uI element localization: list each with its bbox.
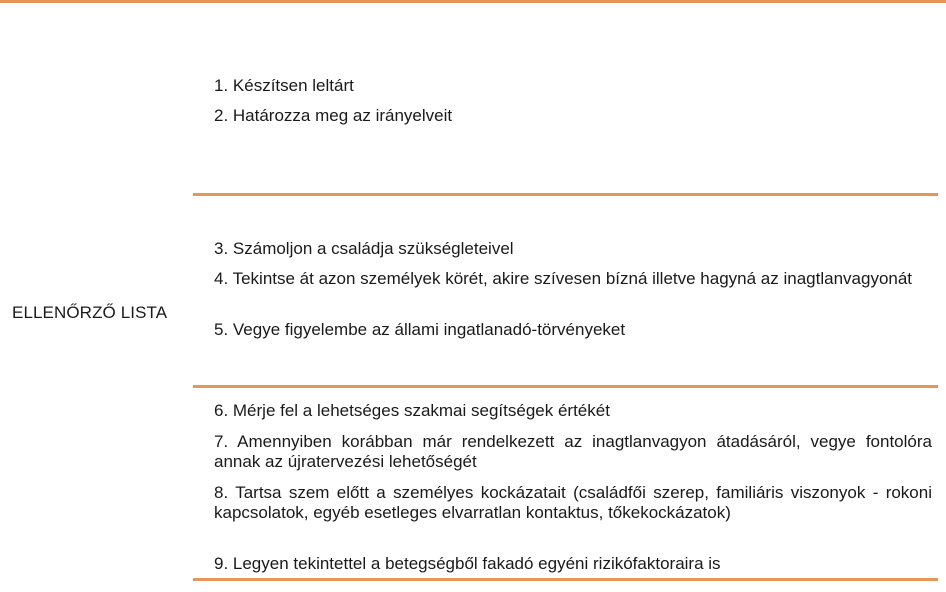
section-divider-2 xyxy=(193,385,938,388)
checklist-item-5: 5. Vegye figyelembe az állami ingatlanadó-törvényeket xyxy=(214,320,626,339)
section-divider-1 xyxy=(193,193,938,196)
checklist-item-8: 8. Tartsa szem előtt a személyes kockázatait (családfői szerep, familiáris viszonyok - rokoni kapcsolatok, egyéb esetleges elvarratlan kontaktus, tőkekockázatok) xyxy=(214,483,932,522)
checklist-item-1: 1. Készítsen leltárt xyxy=(214,76,354,95)
checklist-item-3: 3. Számoljon a családja szükségleteivel xyxy=(214,239,514,258)
checklist-item-2: 2. Határozza meg az irányelveit xyxy=(214,106,453,125)
checklist-item-6: 6. Mérje fel a lehetséges szakmai segítségek értékét xyxy=(214,401,610,420)
checklist-item-9: 9. Legyen tekintettel a betegségből fakadó egyéni rizikófaktoraira is xyxy=(214,554,721,573)
checklist-title: ELLENŐRZŐ LISTA xyxy=(12,303,168,322)
top-divider xyxy=(0,0,946,3)
checklist-item-7: 7. Amennyiben korábban már rendelkezett az inagtlanvagyon átadásáról, vegye fontolóra annak az újratervezési lehetőségét xyxy=(214,432,932,471)
checklist-item-4: 4. Tekintse át azon személyek körét, akire szívesen bízná illetve hagyná az inagtlanvagyonát xyxy=(214,269,913,288)
bottom-divider xyxy=(193,578,938,581)
